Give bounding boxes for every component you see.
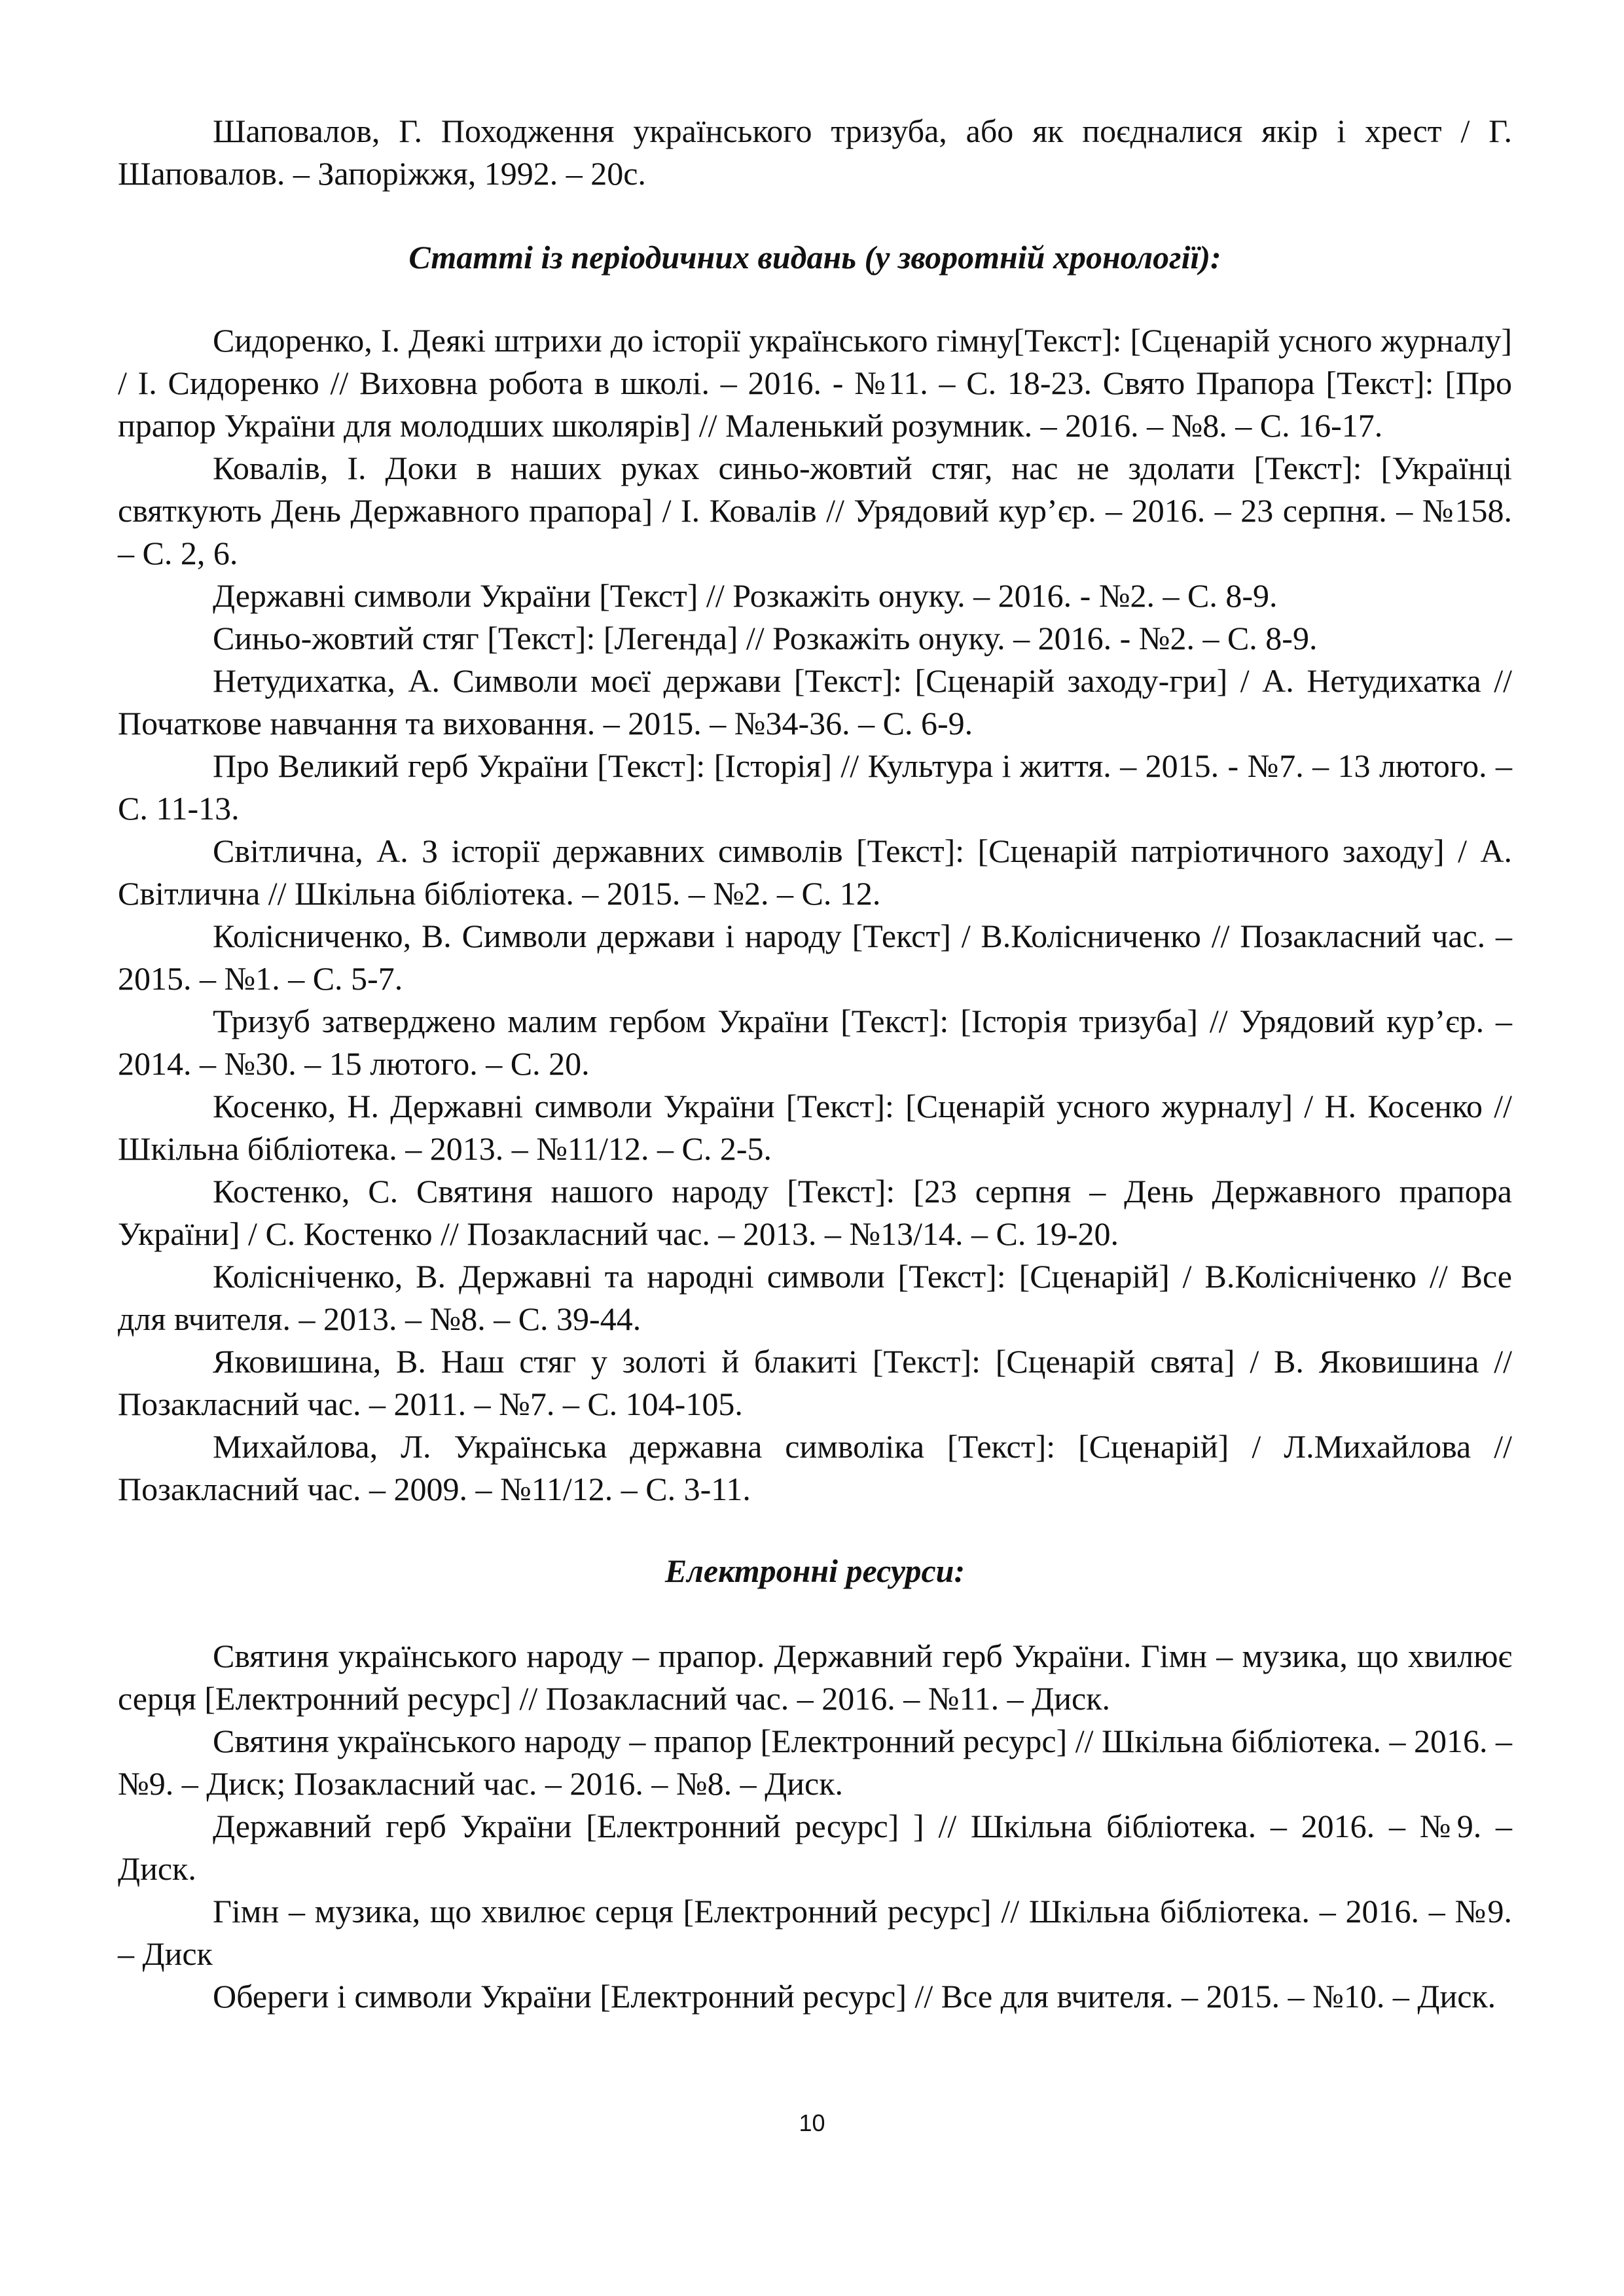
section-heading-periodicals: Статті із періодичних видань (у зворотній хронології): — [408, 239, 1221, 276]
periodicals-list — [118, 319, 1512, 1511]
bibliography-entry: Колісніченко, В. Державні та народні символи [Текст]: [Сценарій] / В.Колісніченко // Все для вчителя. – 2013. – №8. – С. 39-44. — [118, 1258, 1512, 1337]
bibliography-entry: Нетудихатка, А. Символи моєї держави [Текст]: [Сценарій заходу-гри] / А. Нетудихатка // Початкове навчання та виховання. – 2015. – №34-36. – С. 6-9. — [118, 662, 1512, 742]
bibliography-entry: Світлична, А. З історії державних символів [Текст]: [Сценарій патріотичного заходу] / А. Світлична // Шкільна бібліотека. – 2015. – №2. – С. 12. — [118, 833, 1512, 912]
bibliography-entry: Косенко, Н. Державні символи України [Текст]: [Сценарій усного журналу] / Н. Косенко // Шкільна бібліотека. – 2013. – №11/12. – С. 2-5. — [118, 1088, 1512, 1167]
bibliography-entry: Гімн – музика, що хвилює серця [Електронний ресурс] // Шкільна бібліотека. – 2016. – №9. – Диск — [118, 1893, 1512, 1972]
electronic-resources-list — [118, 1635, 1512, 2018]
bibliography-entry: Святиня українського народу – прапор. Державний герб України. Гімн – музика, що хвилює серця [Електронний ресурс] // Позакласний час. – 2016. – №11. – Диск. — [118, 1638, 1512, 1717]
document-page — [118, 110, 1512, 2018]
bibliography-entry: Тризуб затверджено малим гербом України [Текст]: [Історія тризуба] // Урядовий кур’єр. – 2014. – №30. – 15 лютого. – С. 20. — [118, 1003, 1512, 1082]
bibliography-entry: Колісниченко, В. Символи держави і народу [Текст] / В.Колісниченко // Позакласний час. – 2015. – №1. – С. 5-7. — [118, 918, 1512, 997]
bibliography-entry: Сидоренко, І. Деякі штрихи до історії українського гімну[Текст]: [Сценарій усного журналу] / І. Сидоренко // Виховна робота в школі. – 2016. - №11. – С. 18-23. Свято Прапора [Текст]: [Про прапор України для молодших школярів] // Маленький розумник. – 2016. – №8. – С. 16-17. — [118, 322, 1512, 444]
bibliography-entry: Михайлова, Л. Українська державна символіка [Текст]: [Сценарій] / Л.Михайлова // Позакласний час. – 2009. – №11/12. – С. 3-11. — [118, 1428, 1512, 1507]
bibliography-entry: Святиня українського народу – прапор [Електронний ресурс] // Шкільна бібліотека. – 2016. – №9. – Диск; Позакласний час. – 2016. – №8. – Диск. — [118, 1723, 1512, 1802]
page-number: 10 — [799, 2109, 825, 2136]
bibliography-entry: Ковалів, І. Доки в наших руках синьо-жовтий стяг, нас не здолати [Текст]: [Українці святкують День Державного прапора] / І. Ковалів // Урядовий кур’єр. – 2016. – 23 серпня. – №158. – С. 2, 6. — [118, 450, 1512, 571]
bibliography-entry: Обереги і символи України [Електронний ресурс] // Все для вчителя. – 2015. – №10. – Диск. — [213, 1978, 1496, 2015]
bibliography-entry-book: Шаповалов, Г. Походження українського тризуба, або як поєдналися якір і хрест / Г. Шаповалов. – Запоріжжя, 1992. – 20с. — [118, 113, 1512, 192]
bibliography-entry: Державні символи України [Текст] // Розкажіть онуку. – 2016. - №2. – С. 8-9. — [213, 577, 1278, 614]
bibliography-entry: Яковишина, В. Наш стяг у золоті й блакиті [Текст]: [Сценарій свята] / В. Яковишина // Позакласний час. – 2011. – №7. – С. 104-105. — [118, 1343, 1512, 1422]
bibliography-entry: Костенко, С. Святиня нашого народу [Текст]: [23 серпня – День Державного прапора України] / С. Костенко // Позакласний час. – 2013. – №13/14. – С. 19-20. — [118, 1173, 1512, 1252]
bibliography-entry: Про Великий герб України [Текст]: [Історія] // Культура і життя. – 2015. - №7. – 13 лютого. – С. 11-13. — [118, 747, 1512, 827]
bibliography-entry: Синьо-жовтий стяг [Текст]: [Легенда] // Розкажіть онуку. – 2016. - №2. – С. 8-9. — [213, 620, 1318, 656]
section-heading-electronic: Електронні ресурси: — [664, 1552, 965, 1589]
bibliography-entry: Державний герб України [Електронний ресурс] ] // Шкільна бібліотека. – 2016. – №9. – Диск. — [118, 1808, 1512, 1887]
